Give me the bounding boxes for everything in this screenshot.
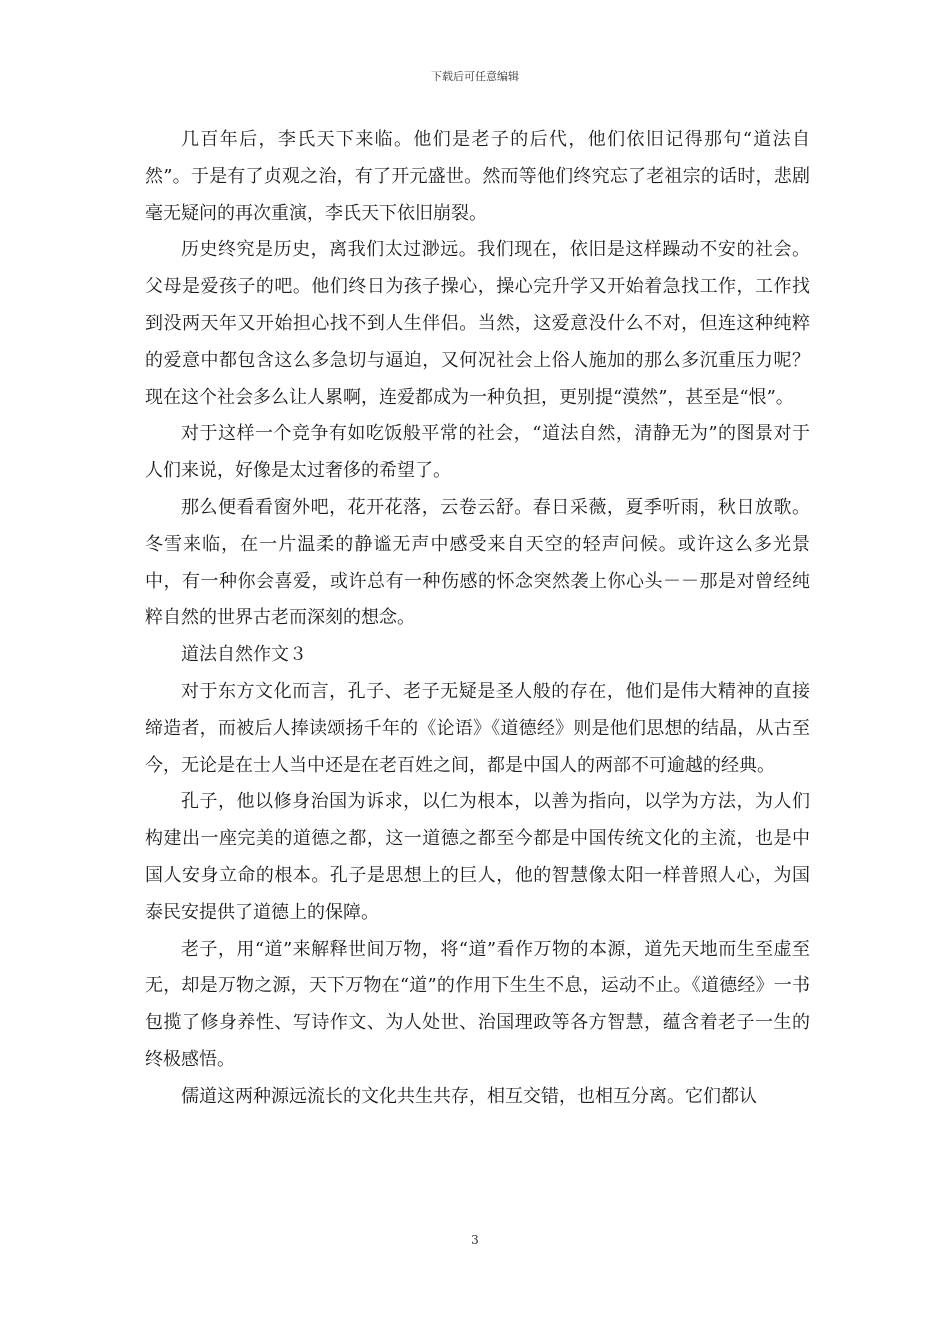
page-header: 下载后可任意编辑	[431, 70, 519, 83]
paragraph: 那么便看看窗外吧，花开花落，云卷云舒。春日采薇，夏季听雨，秋日放歌。冬雪来临，在一片温柔的静谧无声中感受来自天空的轻声问候。或许这么多光景中，有一种你会喜爱，或许总有一种伤感的怀念突然袭上你心头－－那是对曾经纯粹自然的世界古老而深刻的想念。	[145, 496, 810, 629]
paragraph: 历史终究是历史，离我们太过渺远。我们现在，依旧是这样躁动不安的社会。父母是爱孩子的吧。他们终日为孩子操心，操心完升学又开始着急找工作，工作找到没两天年又开始担心找不到人生伴侣。当然，这爱意没什么不对，但连这种纯粹的爱意中都包含这么多急切与逼迫，又何况社会上俗人施加的那么多沉重压力呢？现在这个社会多么让人累啊，连爱都成为一种负担，更别提“漠然”，甚至是“恨”。	[145, 239, 810, 408]
page-number: 3	[471, 1233, 479, 1247]
document-body	[145, 122, 810, 1116]
paragraph: 对于东方文化而言，孔子、老子无疑是圣人般的存在，他们是伟大精神的直接缔造者，而被后人捧读颂扬千年的《论语》《道德经》则是他们思想的结晶，从古至今，无论是在士人当中还是在老百姓之间，都是中国人的两部不可逾越的经典。	[145, 680, 810, 776]
paragraph: 儒道这两种源远流长的文化共生共存，相互交错，也相互分离。它们都认	[181, 1085, 757, 1107]
paragraph: 对于这样一个竞争有如吃饭般平常的社会，“道法自然，清静无为”的图景对于人们来说，好像是太过奢侈的希望了。	[145, 423, 810, 482]
paragraph: 老子，用“道”来解释世间万物，将“道”看作万物的本源，道先天地而生至虚至无，却是万物之源，天下万物在“道”的作用下生生不息，运动不止。《道德经》一书包揽了修身养性、写诗作文、为人处世、治国理政等各方智慧，蕴含着老子一生的终极感悟。	[145, 938, 810, 1070]
paragraph: 几百年后，李氏天下来临。他们是老子的后代，他们依旧记得那句“道法自然”。于是有了贞观之治，有了开元盛世。然而等他们终究忘了老祖宗的话时，悲剧毫无疑问的再次重演，李氏天下依旧崩裂。	[145, 129, 810, 224]
section-heading: 道法自然作文３	[181, 644, 307, 666]
paragraph: 孔子，他以修身治国为诉求，以仁为根本，以善为指向，以学为方法，为人们构建出一座完美的道德之都，这一道德之都至今都是中国传统文化的主流，也是中国人安身立命的根本。孔子是思想上的巨人，他的智慧像太阳一样普照人心，为国泰民安提供了道德上的保障。	[145, 791, 810, 923]
